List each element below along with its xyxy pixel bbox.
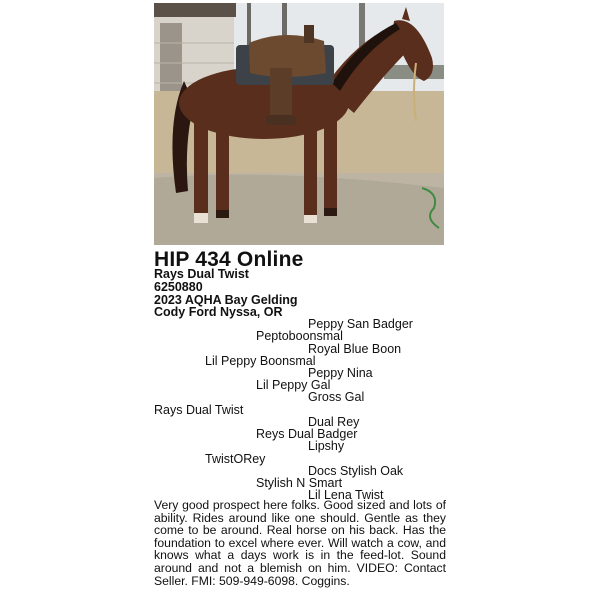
pedigree-dual-rey: Dual Rey (308, 415, 360, 429)
pedigree-royal-blue-boon: Royal Blue Boon (308, 342, 402, 356)
registration-number: 6250880 (154, 280, 203, 294)
pedigree-lipshy: Lipshy (308, 439, 345, 453)
horse-name: Rays Dual Twist (154, 267, 249, 281)
horse-photo-illustration (154, 3, 444, 245)
pedigree-lil-lena-twist: Lil Lena Twist (308, 488, 384, 502)
lot-title: HIP 434 Online (154, 248, 304, 271)
pedigree-peppy-nina: Peppy Nina (308, 366, 373, 380)
pedigree-subject: Rays Dual Twist (154, 403, 244, 417)
pedigree-reys-dual-badger: Reys Dual Badger (256, 427, 358, 441)
pedigree-gross-gal: Gross Gal (308, 390, 365, 404)
lot-remarks: Very good prospect here folks. Good sized and lots of ability. Rides around like one should. Gentle as they come to be around. Real horse on his back. Has the foundation to excel where ever. Will watch a cow, and knows what a days work is in the feed-lot. Sound around and not a blemish on him. VIDEO: Contact Seller. FMI: 509-949-6098. Coggins. (154, 498, 446, 588)
pedigree-peptoboonsmal: Peptoboonsmal (256, 329, 343, 343)
pedigree-twistorey: TwistORey (205, 452, 266, 466)
breed-description: 2023 AQHA Bay Gelding (154, 293, 298, 307)
pedigree-peppy-san-badger: Peppy San Badger (308, 317, 413, 331)
pedigree-lil-peppy-boonsmal: Lil Peppy Boonsmal (205, 354, 316, 368)
consignor: Cody Ford Nyssa, OR (154, 305, 283, 319)
horse-photo (154, 3, 444, 245)
pedigree-docs-stylish-oak: Docs Stylish Oak (308, 464, 404, 478)
pedigree-lil-peppy-gal: Lil Peppy Gal (256, 378, 331, 392)
pedigree-stylish-n-smart: Stylish N Smart (256, 476, 343, 490)
